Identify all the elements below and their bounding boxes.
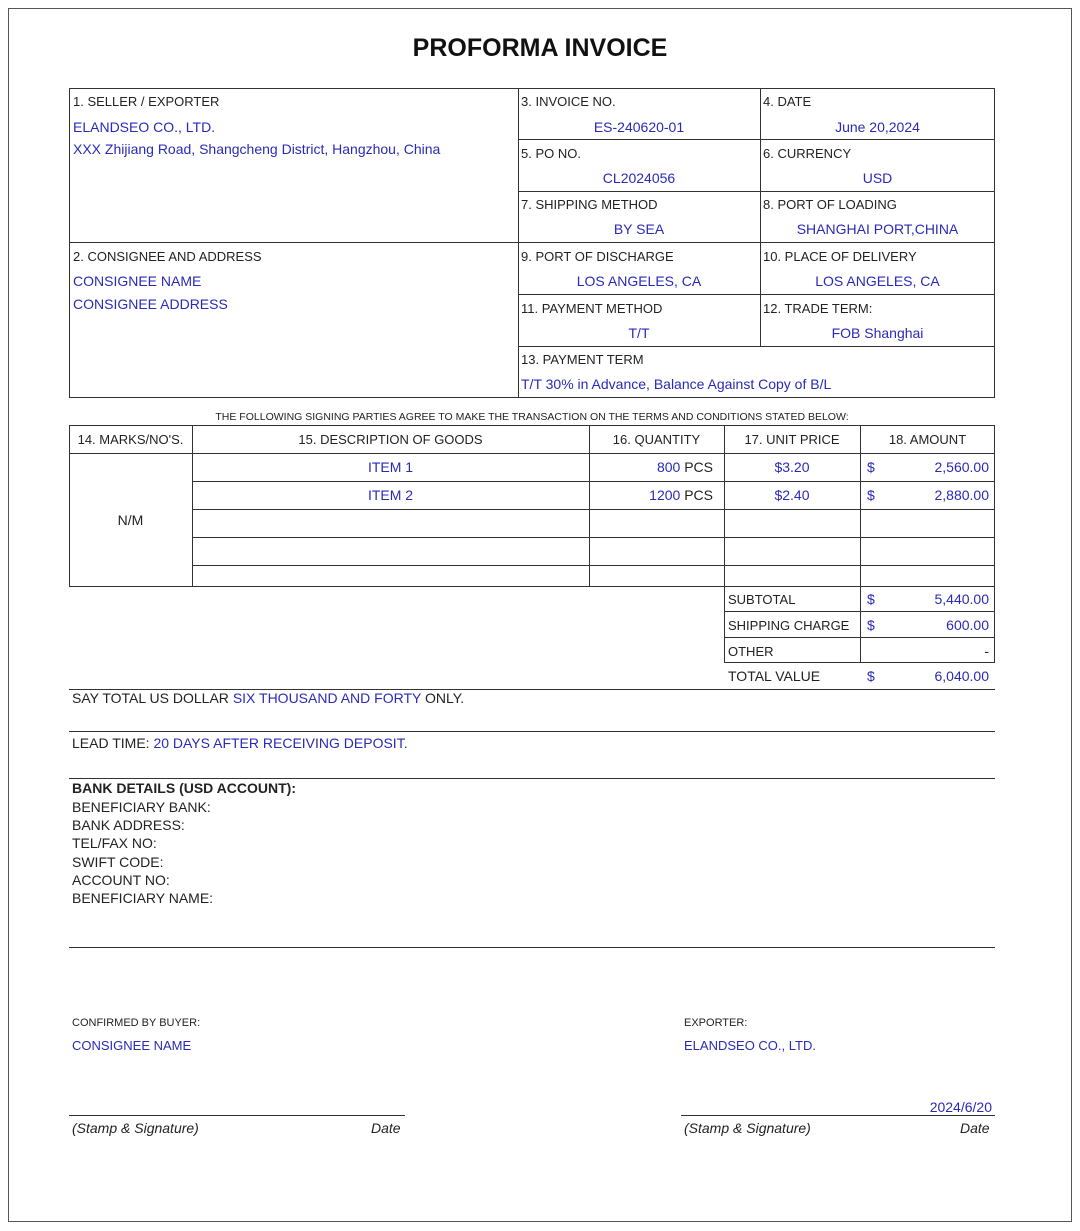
po-no-value: CL2024056 <box>602 170 676 186</box>
marks-value: N/M <box>117 512 144 528</box>
header-marks: 14. MARKS/NO'S. <box>77 432 184 447</box>
bank-details-title: BANK DETAILS (USD ACCOUNT): <box>72 780 296 796</box>
shipping-charge-label: SHIPPING CHARGE <box>728 618 850 633</box>
seller-name: ELANDSEO CO., LTD. <box>73 119 216 135</box>
item-description: ITEM 1 <box>367 459 414 475</box>
port-of-discharge-label: 9. PORT OF DISCHARGE <box>521 249 674 264</box>
lead-time-label: LEAD TIME: <box>72 735 154 751</box>
payment-term-value: T/T 30% in Advance, Balance Against Copy of B/L <box>521 376 832 392</box>
item-price: $2.40 <box>774 487 810 503</box>
divider <box>69 947 995 948</box>
exporter-date-label: Date <box>960 1120 990 1136</box>
port-of-discharge-value: LOS ANGELES, CA <box>576 273 702 289</box>
total-value: 6,040.00 <box>934 668 989 684</box>
agreement-text: THE FOLLOWING SIGNING PARTIES AGREE TO MAKE THE TRANSACTION ON THE TERMS AND CONDITIONS STATED BELOW: <box>215 411 849 423</box>
subtotal-value: 5,440.00 <box>934 591 989 607</box>
seller-address: XXX Zhijiang Road, Shangcheng District, Hangzhou, China <box>73 141 441 157</box>
document-title: PROFORMA INVOICE <box>412 34 668 62</box>
divider <box>69 778 995 779</box>
other-value: - <box>984 643 989 659</box>
item-price: $3.20 <box>774 459 810 475</box>
po-no-label: 5. PO NO. <box>521 146 581 161</box>
buyer-name: CONSIGNEE NAME <box>72 1038 192 1053</box>
header-quantity: 16. QUANTITY <box>612 432 701 447</box>
date-value: June 20,2024 <box>835 119 920 135</box>
buyer-label: CONFIRMED BY BUYER: <box>72 1017 201 1029</box>
place-of-delivery-label: 10. PLACE OF DELIVERY <box>763 249 917 264</box>
header-unit-price: 17. UNIT PRICE <box>744 432 840 447</box>
buyer-signature-line <box>69 1115 405 1116</box>
item-description: ITEM 2 <box>367 487 414 503</box>
item-amount: 2,560.00 <box>934 459 989 475</box>
item-amount: 2,880.00 <box>934 487 989 503</box>
subtotal-currency: $ <box>867 591 875 607</box>
bank-line: TEL/FAX NO: <box>72 835 157 852</box>
item-currency: $ <box>867 487 875 503</box>
shipping-charge-value: 600.00 <box>946 617 989 633</box>
shipping-method-label: 7. SHIPPING METHOD <box>521 197 658 212</box>
buyer-stamp-label: (Stamp & Signature) <box>72 1120 199 1136</box>
exporter-signature-line <box>681 1115 995 1116</box>
date-label: 4. DATE <box>763 94 812 109</box>
shipping-charge-currency: $ <box>867 617 875 633</box>
say-total-suffix: ONLY. <box>421 690 465 706</box>
lead-time-value: 20 DAYS AFTER RECEIVING DEPOSIT. <box>153 735 408 751</box>
bank-line: BENEFICIARY BANK: <box>72 799 211 815</box>
consignee-label: 2. CONSIGNEE AND ADDRESS <box>73 249 262 264</box>
port-of-loading-label: 8. PORT OF LOADING <box>763 197 897 212</box>
say-total-prefix: SAY TOTAL US DOLLAR <box>72 690 233 706</box>
header-amount: 18. AMOUNT <box>888 432 967 447</box>
item-unit: PCS <box>684 487 713 503</box>
bank-line: ACCOUNT NO: <box>72 871 170 888</box>
item-quantity: 1200 <box>649 487 681 503</box>
port-of-loading-value: SHANGHAI PORT,CHINA <box>796 221 959 237</box>
item-unit: PCS <box>684 459 713 475</box>
say-total-words: SIX THOUSAND AND FORTY <box>232 690 422 706</box>
payment-method-label: 11. PAYMENT METHOD <box>521 301 663 316</box>
trade-term-label: 12. TRADE TERM: <box>763 301 873 316</box>
currency-value: USD <box>862 170 893 186</box>
buyer-date-label: Date <box>371 1120 401 1136</box>
shipping-method-value: BY SEA <box>613 221 665 237</box>
item-quantity: 800 <box>656 459 681 475</box>
trade-term-value: FOB Shanghai <box>831 325 924 341</box>
invoice-no-label: 3. INVOICE NO. <box>521 94 616 109</box>
bank-line: BENEFICIARY NAME: <box>72 890 214 907</box>
consignee-address: CONSIGNEE ADDRESS <box>73 296 228 312</box>
consignee-name: CONSIGNEE NAME <box>73 273 202 289</box>
total-currency: $ <box>867 668 875 684</box>
place-of-delivery-value: LOS ANGELES, CA <box>815 273 940 289</box>
invoice-no-value: ES-240620-01 <box>593 119 685 135</box>
exporter-label: EXPORTER: <box>684 1017 748 1029</box>
bank-line: SWIFT CODE: <box>72 853 164 870</box>
header-description: 15. DESCRIPTION OF GOODS <box>298 432 483 447</box>
bank-details-lines <box>72 798 372 907</box>
say-total <box>72 690 464 706</box>
exporter-date: 2024/6/20 <box>929 1099 992 1115</box>
item-currency: $ <box>867 459 875 475</box>
seller-label: 1. SELLER / EXPORTER <box>73 94 220 109</box>
bank-line: BANK ADDRESS: <box>72 817 185 834</box>
lead-time <box>72 735 408 751</box>
other-label: OTHER <box>728 644 774 659</box>
subtotal-label: SUBTOTAL <box>728 592 796 607</box>
currency-label: 6. CURRENCY <box>763 146 852 161</box>
exporter-name: ELANDSEO CO., LTD. <box>684 1038 816 1053</box>
divider <box>69 731 995 732</box>
total-value-label: TOTAL VALUE <box>728 668 821 684</box>
payment-method-value: T/T <box>628 325 650 341</box>
payment-term-label: 13. PAYMENT TERM <box>521 352 644 367</box>
exporter-stamp-label: (Stamp & Signature) <box>684 1120 811 1136</box>
